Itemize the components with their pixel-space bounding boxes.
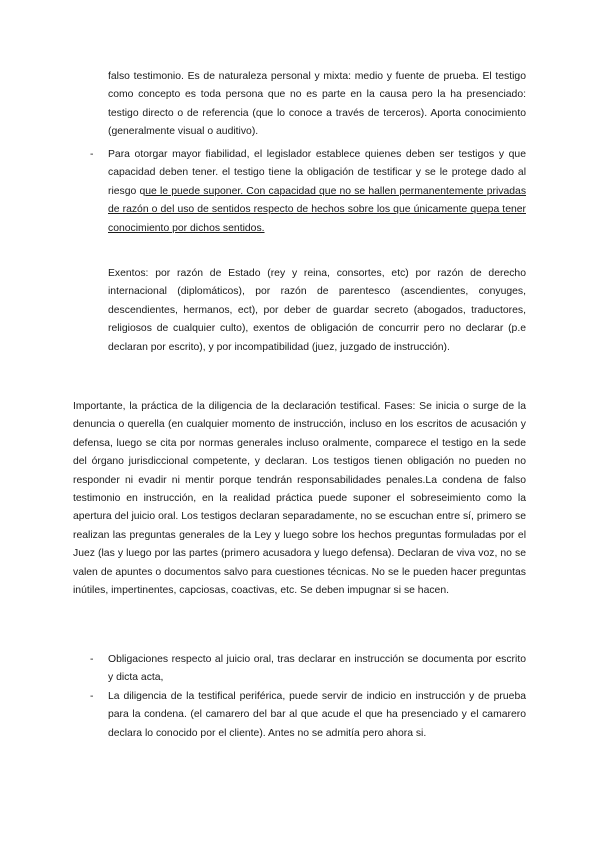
exentos-paragraph: Exentos: por razón de Estado (rey y reina, consortes, etc) por razón de derecho internacional (diplomáticos), por razón de parentesco (ascendientes, conyuges, descendientes, hermanos, ect), por deber de guardar secreto (abogados, traductores, religiosos de cualquier culto), exentos de obligación de concurrir pero no declarar (p.e declaran por escrito), y por incompatibilidad (juez, juzgado de instrucción). — [108, 268, 526, 353]
bullet-marker-1: - — [90, 149, 94, 160]
obligaciones-paragraph: Obligaciones respecto al juicio oral, tras declarar en instrucción se documenta por escrito y dicta acta, — [108, 654, 526, 684]
capacity-underlined-text: ue le puede suponer. Con capacidad que no se hallen permanentemente privadas de razón o del uso de sentidos respecto de hechos sobre los que únicamente quepa tener conocimiento por dichos sentidos. — [108, 185, 527, 234]
importante-paragraph: Importante, la práctica de la diligencia de la declaración testifical. Fases: Se inicia o surge de la denuncia o querella (en cualquier momento de instrucción, incluso en los escritos de acusación y defensa, luego se cita por normas generales incluso oralmente, comparece el testigo en la sede del órgano jurisdiccional competente, y declaran. Los testigos tienen obligación no pueden no responder ni evadir ni mentir porque tendrán responsabilidades penales.La condena de falso testimonio en instrucción, en la realidad práctica puede suponer el sobreseimiento como la apertura del juicio oral. Los testigos declaran separadamente, no se escuchan entre sí, primero se realizan las preguntas generales de la Ley y luego sobre los hechos preguntas formuladas por el Juez (las y luego por las partes (primero acusadora y luego defensa). Declaran de viva voz, no se valen de apuntes o documentos salvo para cuestiones técnicas. No se le pueden hacer preguntas inútiles, impertinentes, capciosas, coactivas, etc. Se deben impugnar si se hacen. — [73, 401, 526, 597]
capacity-plain-text: Para otorgar mayor fiabilidad, el legislador establece quienes deben ser testigos y que capacidad deben tener. el testigo tiene la obligación de testificar y se le protege dado al riesgo q — [108, 149, 526, 197]
testifical-periferica-paragraph: La diligencia de la testifical periférica, puede servir de indicio en instrucción y de prueba para la condena. (el camarero del bar al que acude el que ha presenciado y el camarero declara lo conocido por el cliente). Antes no se admitía pero ahora si. — [108, 691, 526, 739]
intro-paragraph: falso testimonio. Es de naturaleza personal y mixta: medio y fuente de prueba. El testigo como concepto es toda persona que no es parte en la causa pero la ha presenciado: testigo directo o de referencia (que lo conoce a través de terceros). Aporta conocimiento (generalmente visual o auditivo). — [108, 71, 526, 138]
bullet-capacity-paragraph — [108, 146, 526, 238]
bullet-marker-2: - — [90, 654, 94, 665]
bullet-marker-3: - — [90, 691, 94, 702]
